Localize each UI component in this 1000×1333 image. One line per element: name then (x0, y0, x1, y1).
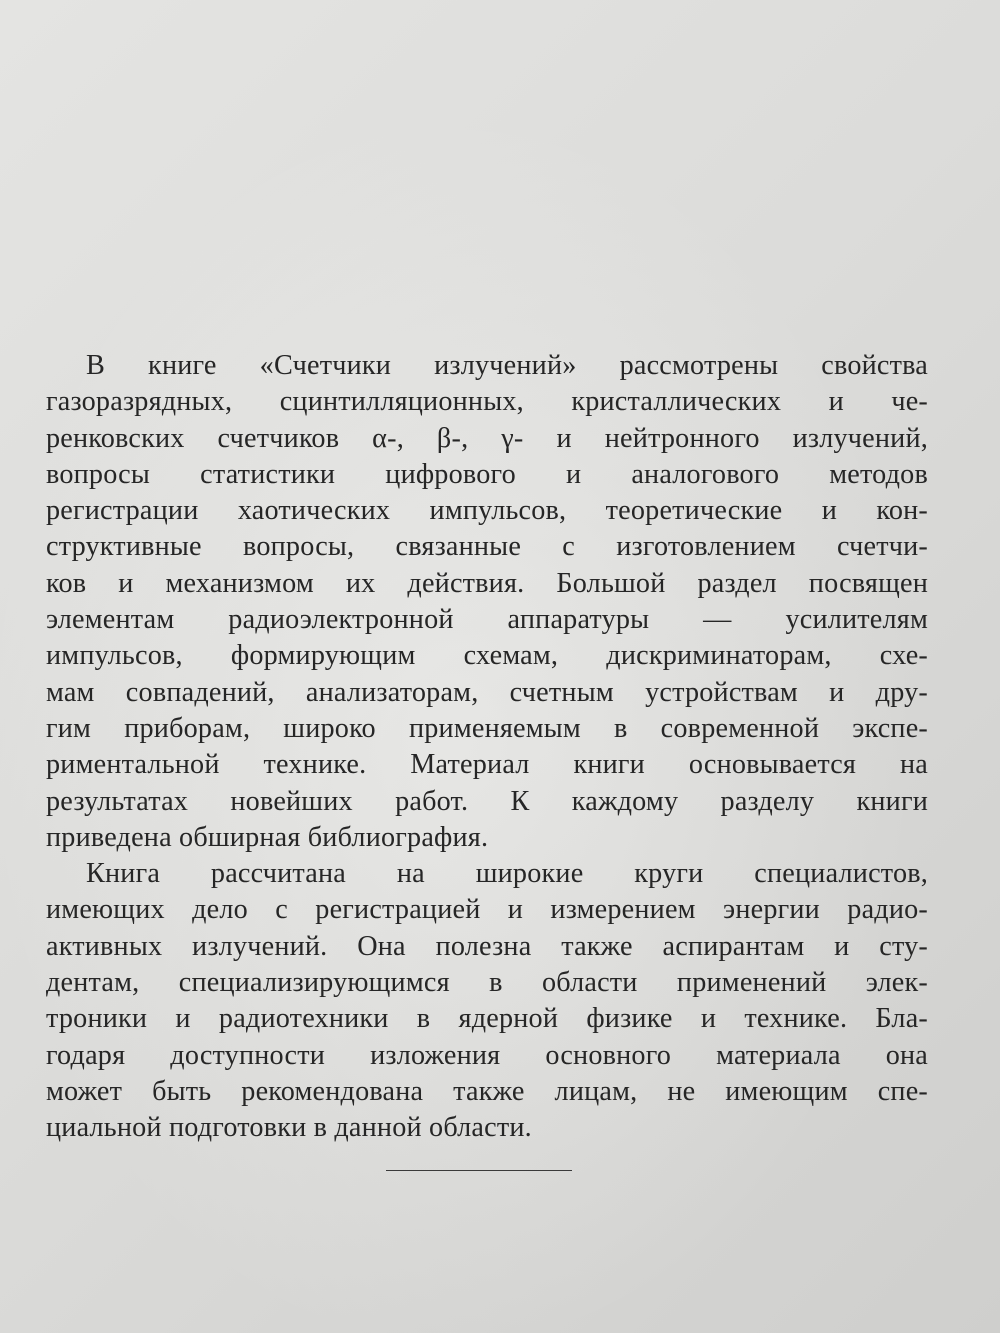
text-line: газоразрядных, сцинтилляционных, кристаллических и че- (46, 386, 928, 418)
text-line: риментальной технике. Материал книги основывается на (46, 749, 928, 781)
text-line: В книге «Счетчики излучений» рассмотрены свойства (86, 350, 928, 381)
text-line: мам совпадений, анализаторам, счетным устройствам и дру- (46, 676, 928, 708)
text-line: циальной подготовки в данной области. (46, 1112, 532, 1144)
text-line: регистрации хаотических импульсов, теоретические и кон- (46, 495, 928, 527)
text-line: результатах новейших работ. К каждому разделу книги (46, 785, 928, 817)
text-line: может быть рекомендована также лицам, не имеющим спе- (46, 1075, 928, 1107)
text-line: гим приборам, широко применяемым в современной экспе- (46, 712, 928, 744)
text-line: дентам, специализирующимся в области применений элек- (46, 967, 928, 999)
paragraph-audience (46, 856, 928, 1146)
annotation-text (46, 348, 928, 1147)
text-line: годаря доступности изложения основного материала она (46, 1039, 928, 1071)
separator-rule (386, 1170, 572, 1171)
text-line: ков и механизмом их действия. Большой раздел посвящен (46, 567, 928, 599)
text-line: структивные вопросы, связанные с изготовлением счетчи- (46, 531, 928, 563)
text-line: Книга рассчитана на широкие круги специалистов, (86, 858, 928, 890)
text-line: ренковских счетчиков α-, β-, γ- и нейтронного излучений, (46, 422, 928, 454)
text-line: имеющих дело с регистрацией и измерением энергии радио- (46, 894, 928, 926)
text-line: вопросы статистики цифрового и аналогового методов (46, 458, 928, 490)
paragraph-book-description (46, 348, 928, 856)
text-line: импульсов, формирующим схемам, дискриминаторам, схе- (46, 640, 928, 672)
text-line: троники и радиотехники в ядерной физике и технике. Бла- (46, 1003, 928, 1035)
text-line: приведена обширная библиография. (46, 821, 489, 853)
text-line: активных излучений. Она полезна также аспирантам и сту- (46, 930, 928, 962)
text-line: элементам радиоэлектронной аппаратуры — усилителям (46, 604, 928, 636)
